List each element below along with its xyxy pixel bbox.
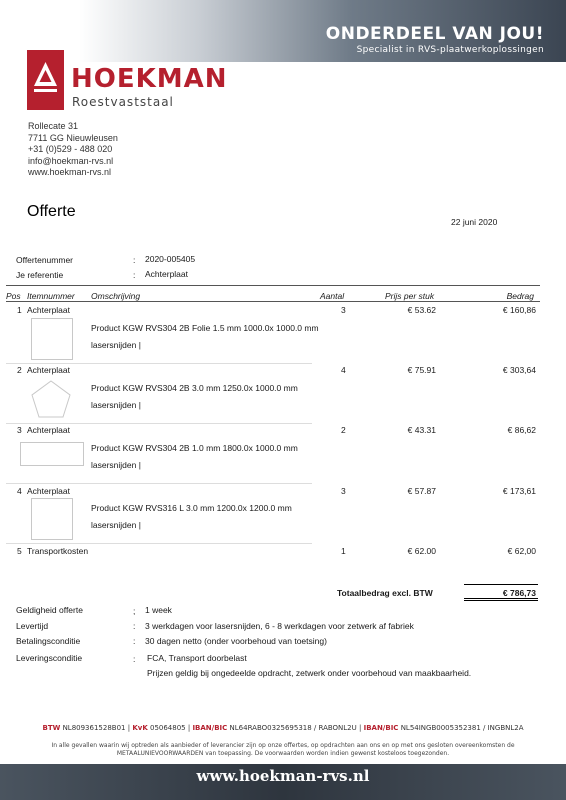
header-pos: Pos — [6, 291, 21, 301]
condition-label: Leveringsconditie — [16, 653, 83, 663]
logo-mark-icon — [27, 50, 64, 110]
row-pos: 4 — [17, 486, 22, 496]
row-note: lasersnijden | — [91, 400, 141, 410]
header-item: Itemnummer — [27, 291, 75, 301]
row-description: Product KGW RVS304 2B Folie 1.5 mm 1000.0x 1000.0 mm — [91, 323, 319, 333]
address-phone: +31 (0)529 - 488 020 — [28, 144, 113, 155]
row-item: Transportkosten — [27, 546, 89, 556]
condition-separator: ; — [133, 606, 136, 616]
condition-value: 1 week — [145, 605, 172, 615]
row-item: Achterplaat — [27, 486, 70, 496]
condition-separator: : — [133, 654, 136, 664]
row-note: lasersnijden | — [91, 340, 141, 350]
row-quantity: 3 — [341, 486, 346, 496]
row-quantity: 1 — [341, 546, 346, 556]
disclaimer-line-1: In alle gevallen waarin wij optreden als aanbieder of leverancier zijn op onze offertes, op opdrachten aan ons en op met ons gesloten overeenkomsten de — [51, 742, 515, 749]
row-unit-price: € 62.00 — [407, 546, 436, 556]
meta-separator: : — [133, 255, 136, 265]
total-bottom-rule — [464, 598, 538, 599]
address-website[interactable]: www.hoekman-rvs.nl — [28, 167, 112, 178]
condition-label: Betalingsconditie — [16, 636, 81, 646]
meta-value: Achterplaat — [145, 269, 188, 279]
rectangle-icon — [20, 442, 84, 466]
document-date: 22 juni 2020 — [451, 217, 498, 227]
row-note: lasersnijden | — [91, 460, 141, 470]
row-quantity: 3 — [341, 305, 346, 315]
kvk-value: 05064805 — [149, 724, 186, 732]
row-item: Achterplaat — [27, 425, 70, 435]
footer-divider: | — [359, 724, 362, 732]
footer-divider: | — [127, 724, 131, 732]
row-divider — [6, 363, 312, 364]
footer-divider: | — [187, 724, 191, 732]
address-city: 7711 GG Nieuwleusen — [28, 132, 118, 143]
row-pos: 2 — [17, 365, 22, 375]
row-unit-price: € 75.91 — [407, 365, 436, 375]
company-name: HOEKMAN — [71, 64, 228, 94]
row-divider — [6, 423, 312, 424]
company-address — [28, 121, 118, 179]
row-description: Product KGW RVS316 L 3.0 mm 1200.0x 1200.0 mm — [91, 503, 292, 513]
pentagon-icon — [29, 379, 73, 419]
square-icon — [31, 318, 73, 360]
btw-value: NL809361528B01 — [62, 724, 126, 732]
row-description: Product KGW RVS304 2B 1.0 mm 1800.0x 1000.0 mm — [91, 443, 298, 453]
iban2-value: NL54INGB0005352381 / INGBNL2A — [400, 724, 524, 732]
condition-value: FCA, Transport doorbelast — [147, 653, 247, 663]
document-title: Offerte — [27, 203, 76, 220]
row-pos: 5 — [17, 546, 22, 556]
row-unit-price: € 43.31 — [407, 425, 436, 435]
table-header-rule — [6, 301, 540, 302]
condition-label: Geldigheid offerte — [16, 605, 83, 615]
table-top-rule — [6, 285, 540, 286]
row-quantity: 4 — [341, 365, 346, 375]
header-unit-price: Prijs per stuk — [385, 291, 435, 301]
row-unit-price: € 57.87 — [407, 486, 436, 496]
row-pos: 3 — [17, 425, 22, 435]
disclaimer-line-2: METAALUNIEVOORWAARDEN van toepassing. De voorwaarden worden indien gewenst kosteloos toegezonden. — [116, 750, 450, 757]
row-amount: € 173,61 — [502, 486, 536, 496]
iban1-label: IBAN/BIC — [192, 724, 228, 732]
row-description: Product KGW RVS304 2B 3.0 mm 1250.0x 1000.0 mm — [91, 383, 298, 393]
iban1-value: NL64RABO0325695318 / RABONL2U — [229, 724, 357, 732]
condition-label: Levertijd — [16, 621, 49, 631]
total-label: Totaalbedrag excl. BTW — [337, 588, 433, 598]
condition-separator: : — [133, 621, 136, 631]
meta-label: Je referentie — [16, 270, 64, 280]
condition-value: 3 werkdagen voor lasersnijden, 6 - 8 werkdagen voor zetwerk af fabriek — [145, 621, 414, 631]
header-description: Omschrijving — [91, 291, 141, 301]
kvk-label: KvK — [132, 724, 148, 732]
slogan: ONDERDEEL VAN JOU! — [325, 24, 544, 44]
row-note: lasersnijden | — [91, 520, 141, 530]
row-amount: € 303,64 — [502, 365, 536, 375]
footer-company-ids — [0, 724, 566, 732]
condition-value: 30 dagen netto (onder voorbehoud van toetsing) — [145, 636, 327, 646]
row-pos: 1 — [17, 305, 22, 315]
address-street: Rollecate 31 — [28, 121, 79, 131]
total-top-rule — [464, 584, 538, 585]
condition-separator: : — [133, 636, 136, 646]
row-divider — [6, 483, 312, 484]
row-unit-price: € 53.62 — [407, 305, 436, 315]
total-value: € 786,73 — [502, 588, 536, 598]
row-amount: € 62,00 — [507, 546, 536, 556]
row-quantity: 2 — [341, 425, 346, 435]
row-item: Achterplaat — [27, 365, 70, 375]
header-amount: Bedrag — [506, 291, 534, 301]
row-item: Achterplaat — [27, 305, 70, 315]
row-divider — [6, 543, 312, 544]
meta-value: 2020-005405 — [145, 254, 196, 264]
conditions-note: Prijzen geldig bij ongedeelde opdracht, zetwerk onder voorbehoud van maakbaarheid. — [147, 668, 472, 678]
slogan-subtitle: Specialist in RVS-plaatwerkoplossingen — [356, 45, 544, 55]
btw-label: BTW — [42, 724, 61, 732]
square-icon — [31, 498, 73, 540]
row-amount: € 160,86 — [502, 305, 536, 315]
iban2-label: IBAN/BIC — [363, 724, 399, 732]
header-quantity: Aantal — [320, 291, 345, 301]
row-amount: € 86,62 — [507, 425, 536, 435]
footer-disclaimer — [20, 742, 546, 758]
company-tagline: Roestvaststaal — [72, 95, 174, 109]
footer-website-link[interactable]: www.hoekman-rvs.nl — [196, 767, 370, 785]
meta-label: Offertenummer — [16, 255, 74, 265]
address-email[interactable]: info@hoekman-rvs.nl — [28, 155, 114, 166]
total-double-rule — [464, 600, 538, 601]
meta-separator: : — [133, 270, 136, 280]
